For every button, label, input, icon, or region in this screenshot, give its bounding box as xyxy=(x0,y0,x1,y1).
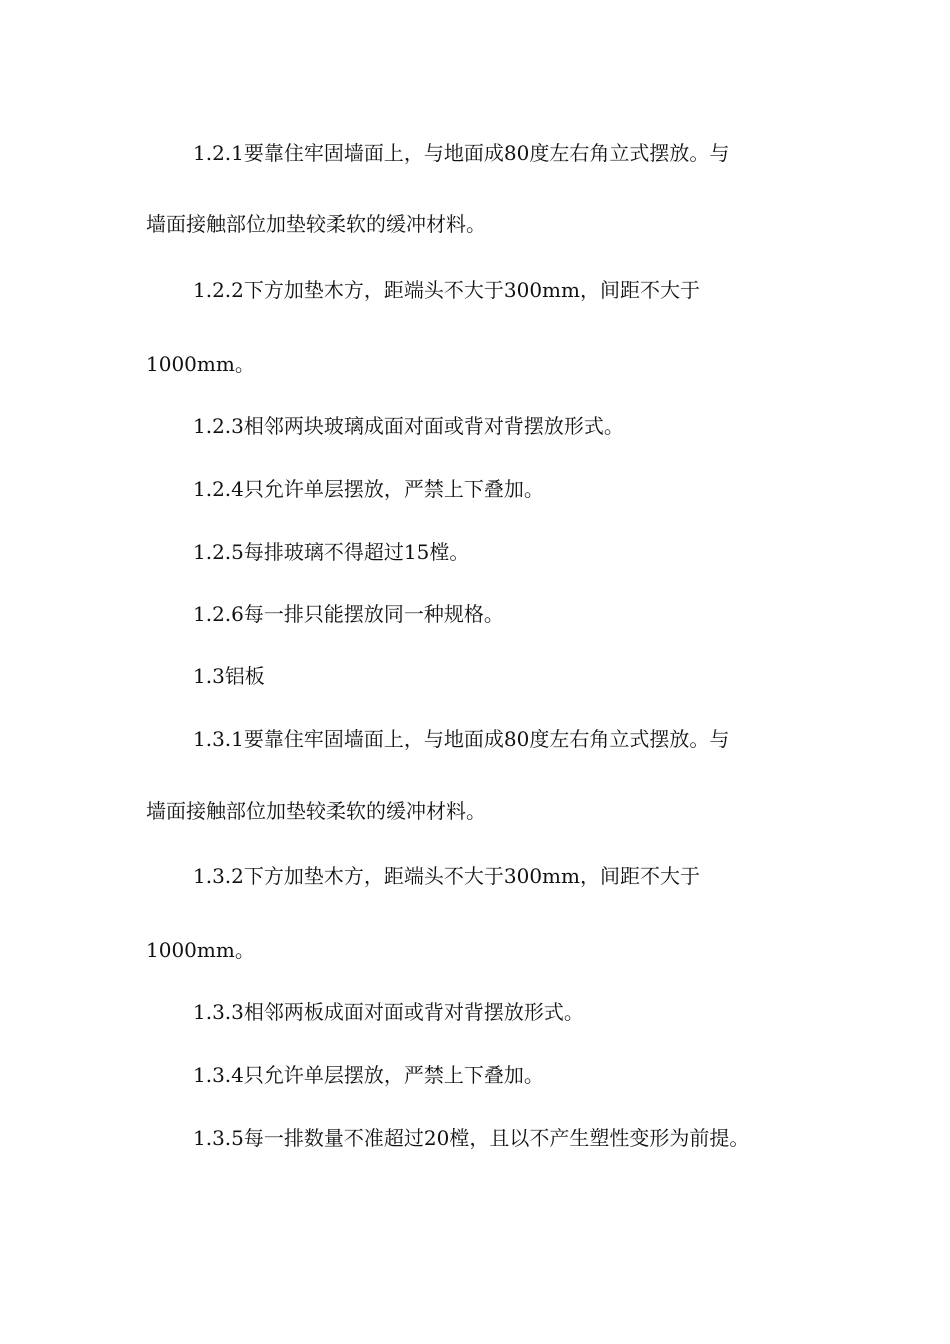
paragraph-line: 1.3.1要靠住牢固墙面上，与地面成80度左右角立式摆放。与 xyxy=(193,727,730,751)
paragraph-line: 1.3.3相邻两板成面对面或背对背摆放形式。 xyxy=(193,1000,584,1024)
paragraph-line: 1000mm。 xyxy=(146,352,255,376)
paragraph-line: 1.2.6每一排只能摆放同一种规格。 xyxy=(193,602,504,626)
paragraph-line: 1000mm。 xyxy=(146,938,255,962)
paragraph-line: 1.2.4只允许单层摆放，严禁上下叠加。 xyxy=(193,477,544,501)
section-heading: 1.3铝板 xyxy=(193,664,265,688)
paragraph-line: 墙面接触部位加垫较柔软的缓冲材料。 xyxy=(146,799,486,823)
paragraph-line: 1.2.1要靠住牢固墙面上，与地面成80度左右角立式摆放。与 xyxy=(193,141,730,165)
paragraph-line: 1.3.4只允许单层摆放，严禁上下叠加。 xyxy=(193,1063,544,1087)
paragraph-line: 1.2.3相邻两块玻璃成面对面或背对背摆放形式。 xyxy=(193,414,624,438)
paragraph-line: 墙面接触部位加垫较柔软的缓冲材料。 xyxy=(146,212,486,236)
paragraph-line: 1.2.2下方加垫木方，距端头不大于300mm，间距不大于 xyxy=(193,278,700,302)
paragraph-line: 1.3.2下方加垫木方，距端头不大于300mm，间距不大于 xyxy=(193,864,700,888)
paragraph-line: 1.3.5每一排数量不准超过20樘，且以不产生塑性变形为前提。 xyxy=(193,1126,750,1150)
paragraph-line: 1.2.5每排玻璃不得超过15樘。 xyxy=(193,540,470,564)
